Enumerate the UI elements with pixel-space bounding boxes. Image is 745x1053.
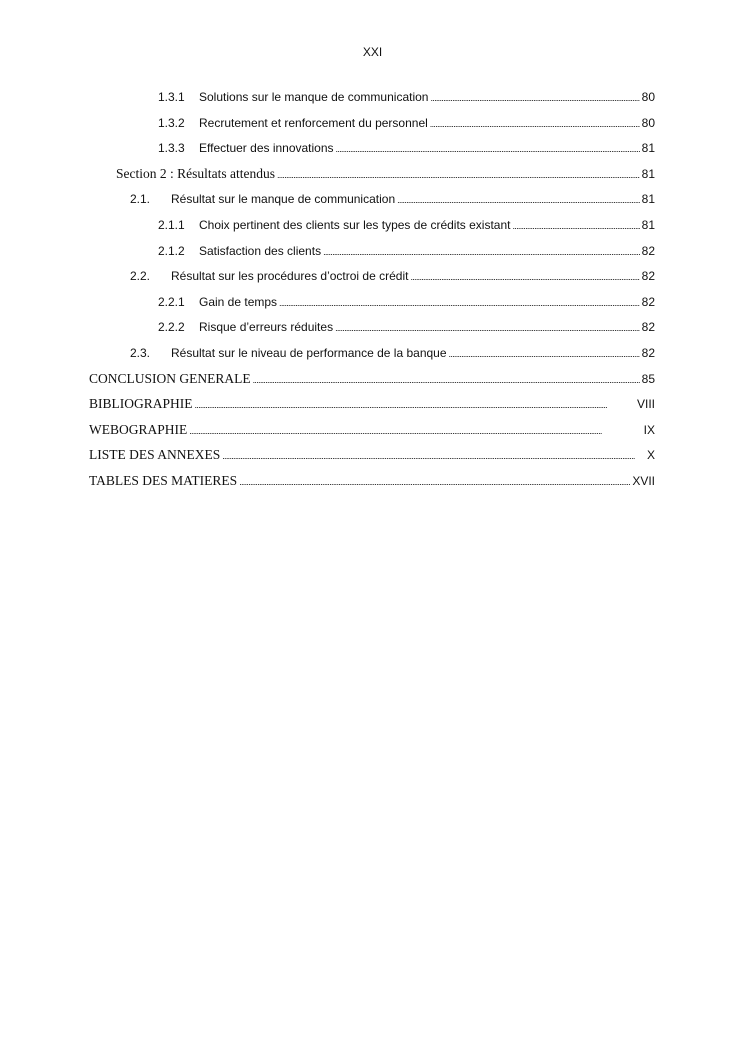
toc-entry[interactable] — [158, 318, 655, 336]
toc-entry-number: 2.2.1 — [158, 294, 185, 309]
toc-entry-title: Section 2 : Résultats attendus — [116, 165, 275, 181]
toc-entry-title: CONCLUSION GENERALE — [89, 370, 251, 386]
toc-entry-page: IX — [643, 422, 655, 437]
page-number: XXI — [362, 45, 383, 59]
dot-leader — [239, 472, 630, 490]
toc-entry-number: 2.3. — [130, 346, 151, 360]
toc-entry-number: 2.1.2 — [158, 243, 185, 258]
toc-entry-page: 82 — [641, 320, 655, 335]
toc-entry[interactable] — [89, 395, 655, 413]
dot-leader — [449, 344, 640, 362]
dot-leader — [279, 293, 640, 311]
toc-entry-title: Satisfaction des clients — [199, 243, 322, 258]
toc-entry-title: WEBOGRAPHIE — [89, 421, 188, 437]
toc-entry[interactable] — [158, 216, 655, 234]
toc-entry[interactable] — [158, 293, 655, 311]
toc-entry-title: LISTE DES ANNEXES — [89, 447, 221, 463]
toc-entry-title: BIBLIOGRAPHIE — [89, 396, 193, 412]
toc-entry-page: 81 — [641, 141, 655, 156]
toc-entry[interactable] — [89, 446, 655, 464]
dot-leader — [195, 395, 635, 413]
toc-entry-page: 81 — [641, 192, 655, 207]
toc-entry-page: 82 — [641, 346, 655, 360]
dot-leader — [512, 216, 639, 234]
dot-leader — [253, 370, 640, 388]
toc-entry[interactable] — [89, 472, 655, 490]
dot-leader — [336, 139, 640, 157]
toc-entry-page: 85 — [641, 371, 655, 386]
toc-entry-page: 80 — [641, 115, 655, 130]
toc-entry[interactable] — [158, 88, 655, 106]
toc-entry[interactable] — [158, 114, 655, 132]
toc-entry[interactable] — [89, 370, 655, 388]
toc-entry-title: Résultat sur les procédures d’octroi de crédit — [171, 269, 409, 284]
toc-entry-number: 1.3.1 — [158, 90, 185, 104]
dot-leader — [323, 242, 640, 260]
toc-entry-page: X — [646, 448, 655, 463]
dot-leader — [430, 88, 639, 106]
dot-leader — [430, 114, 640, 132]
toc-entry-title: Résultat sur le manque de communication — [171, 192, 396, 207]
toc-entry[interactable] — [130, 344, 655, 362]
toc-entry-number: 2.1. — [130, 192, 151, 207]
dot-leader — [277, 165, 640, 183]
dot-leader — [397, 190, 640, 208]
toc-entry-number: 2.2.2 — [158, 320, 185, 335]
toc-entry-page: 81 — [641, 166, 655, 181]
toc-entry-title: Solutions sur le manque de communication — [199, 90, 429, 104]
toc-entry-number: 1.3.2 — [158, 115, 185, 130]
toc-entry-page: XVII — [632, 474, 655, 488]
dot-leader — [410, 267, 639, 285]
toc-entry-page: 82 — [641, 269, 655, 284]
dot-leader — [222, 446, 645, 464]
toc-entry-page: 82 — [641, 294, 655, 309]
toc-entry[interactable] — [89, 421, 655, 439]
toc-entry-page: 82 — [641, 243, 655, 258]
toc-entry-number: 2.1.1 — [158, 218, 185, 232]
toc-entry-title: Risque d’erreurs réduites — [199, 320, 334, 335]
toc-entry-title: Choix pertinent des clients sur les types de crédits existant — [199, 218, 511, 232]
toc-entry[interactable] — [158, 242, 655, 260]
toc-entry-title: Effectuer des innovations — [199, 141, 334, 156]
toc-entry-number: 2.2. — [130, 269, 151, 284]
toc-entry[interactable] — [130, 190, 655, 208]
toc-entry-page: VIII — [636, 397, 655, 412]
toc-entry-number: 1.3.3 — [158, 141, 185, 156]
toc-entry-page: 80 — [641, 90, 655, 104]
toc-entry-title: Résultat sur le niveau de performance de la banque — [171, 346, 447, 360]
dot-leader — [335, 318, 640, 336]
dot-leader — [189, 421, 641, 439]
toc-entry[interactable] — [158, 139, 655, 157]
toc-entry-title: Recrutement et renforcement du personnel — [199, 115, 428, 130]
toc-entry-page: 81 — [641, 218, 655, 232]
toc-entry[interactable] — [130, 267, 655, 285]
toc-entry-title: TABLES DES MATIERES — [89, 473, 238, 488]
toc-entry-title: Gain de temps — [199, 294, 278, 309]
toc-entry[interactable] — [116, 165, 655, 183]
